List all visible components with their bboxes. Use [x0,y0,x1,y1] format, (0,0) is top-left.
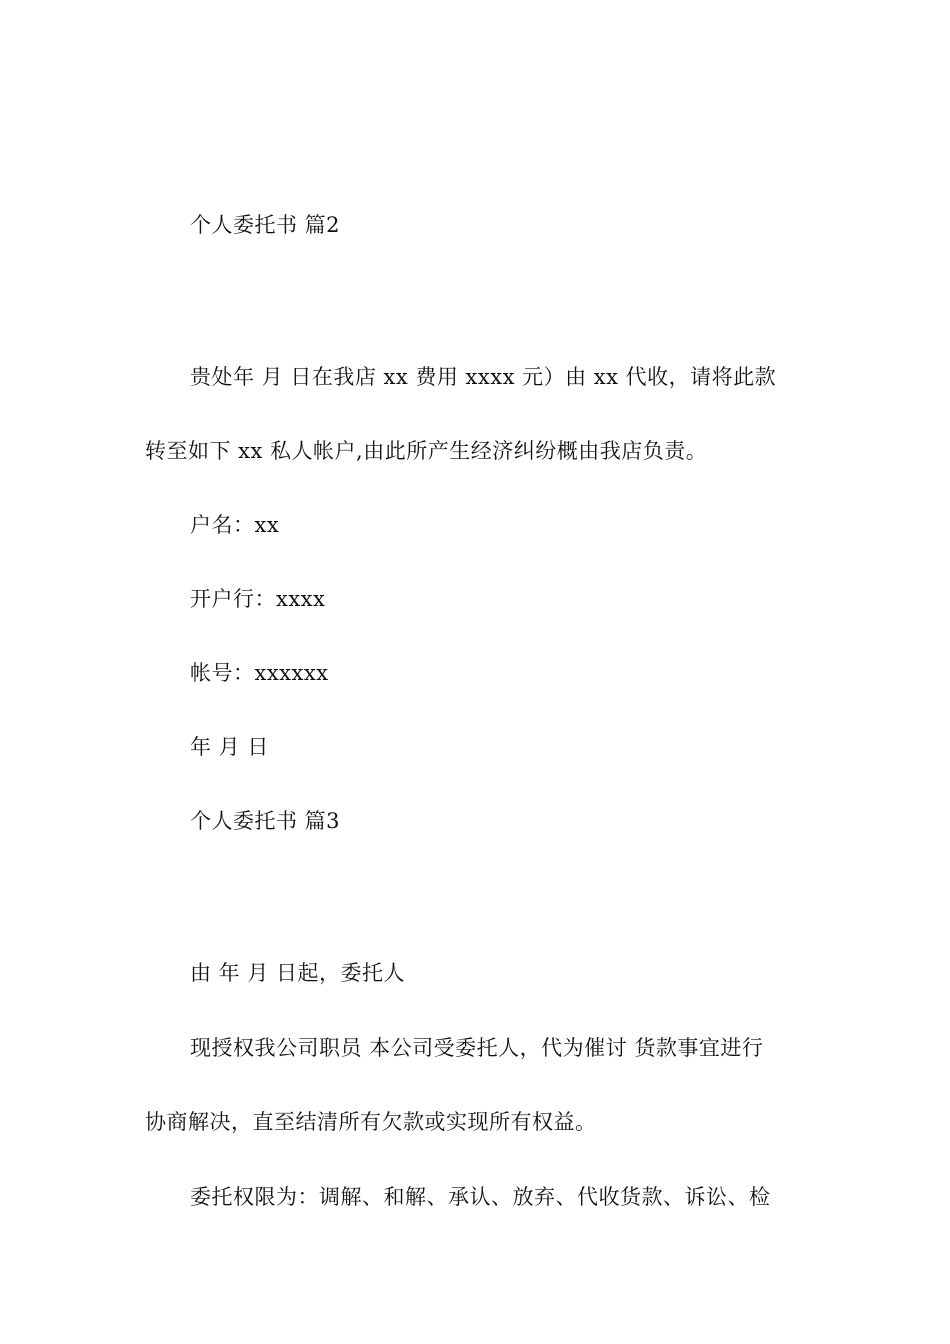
section-3-heading: 个人委托书 篇3 [190,809,341,833]
section-2-paragraph-line-2: 转至如下 xx 私人帐户,由此所产生经济纠纷概由我店负责。 [145,439,708,463]
account-name-line: 户名：xx [190,513,280,537]
bank-line: 开户行：xxxx [190,587,326,611]
section-2-heading: 个人委托书 篇2 [190,213,341,237]
section-3-start-date-line: 由 年 月 日起，委托人 [190,961,406,985]
section-3-paragraph-line-2: 协商解决，直至结清所有欠款或实现所有权益。 [145,1110,597,1134]
section-2-paragraph-line-1: 贵处年 月 日在我店 xx 费用 xxxx 元）由 xx 代收，请将此款 [190,365,777,389]
date-line: 年 月 日 [190,735,269,759]
authority-line: 委托权限为：调解、和解、承认、放弃、代收货款、诉讼、检 [190,1185,771,1209]
account-number-line: 帐号：xxxxxx [190,661,329,685]
section-3-paragraph-line-1: 现授权我公司职员 本公司受委托人，代为催讨 货款事宜进行 [190,1036,764,1060]
